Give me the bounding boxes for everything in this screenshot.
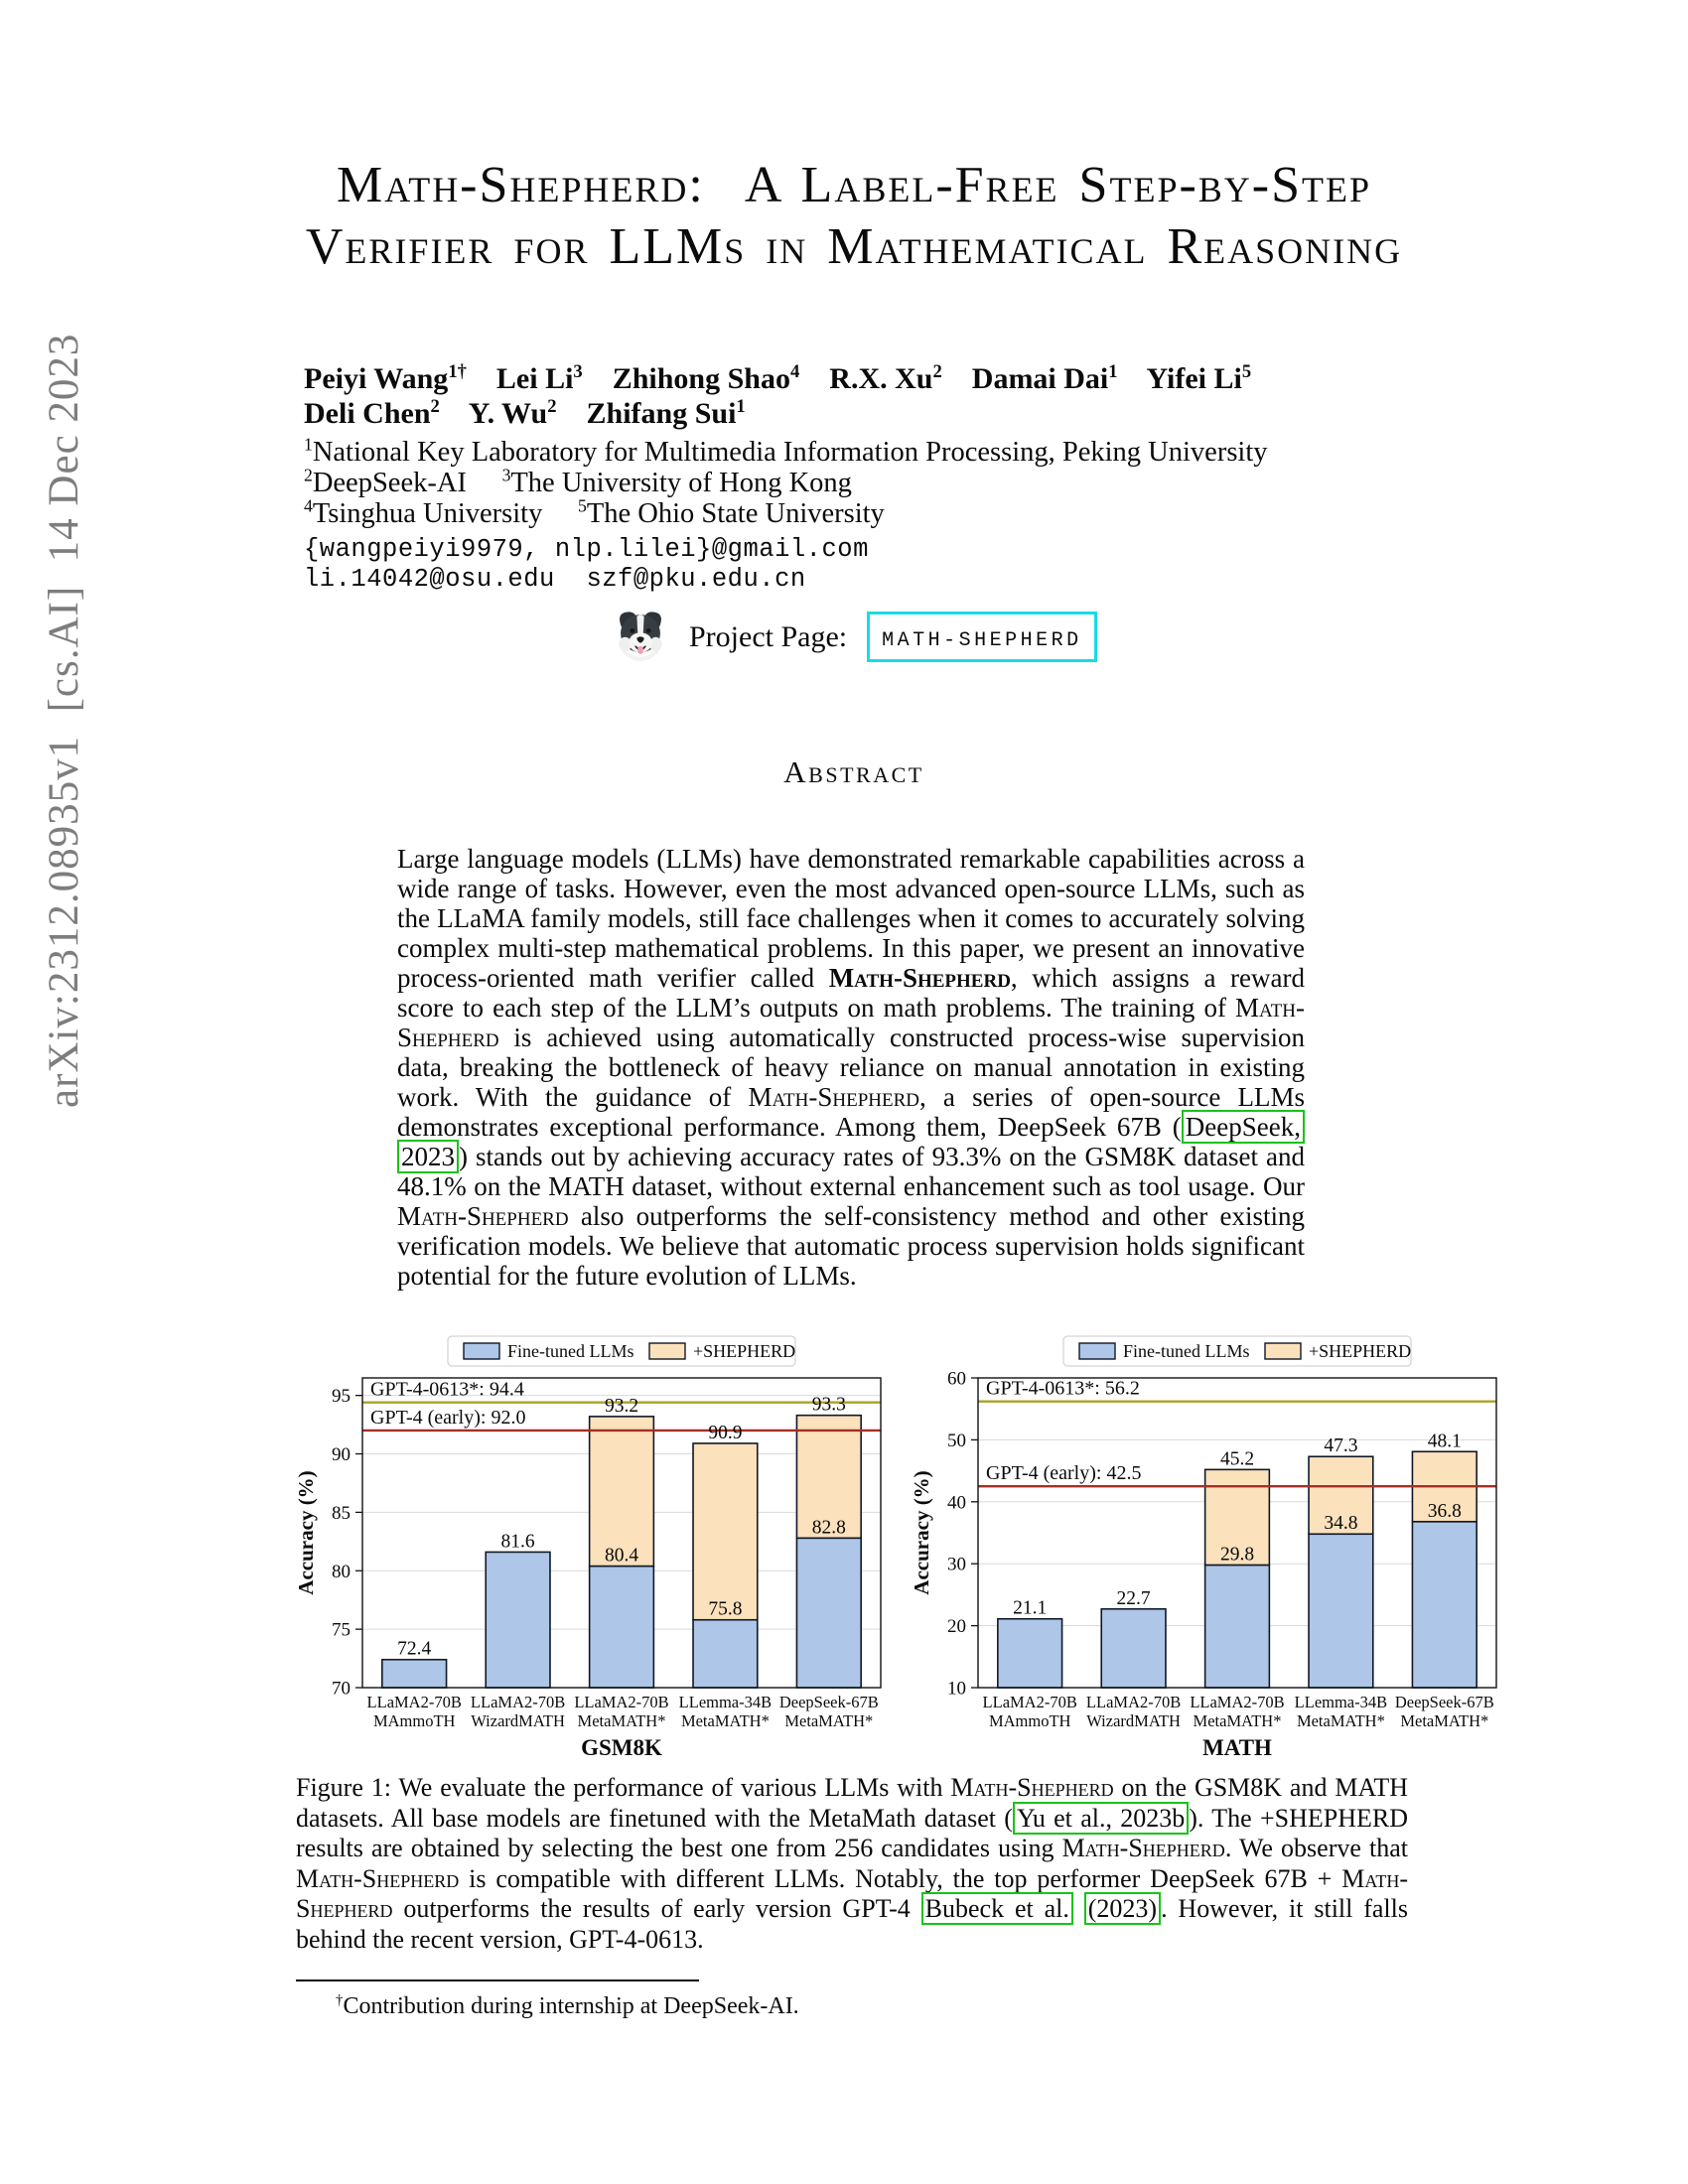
svg-text:60: 60 — [947, 1368, 966, 1390]
svg-text:GPT-4-0613*: 56.2: GPT-4-0613*: 56.2 — [986, 1377, 1140, 1400]
svg-text:48.1: 48.1 — [1427, 1431, 1462, 1452]
citation-link[interactable]: (2023) — [1084, 1892, 1161, 1925]
svg-text:30: 30 — [947, 1554, 966, 1575]
project-page-row — [612, 606, 1097, 668]
email-line2: li.14042@osu.edu szf@pku.edu.cn — [304, 565, 806, 594]
svg-text:DeepSeek-67B: DeepSeek-67B — [1394, 1693, 1494, 1711]
dog-icon — [612, 606, 669, 668]
footnote-rule — [296, 1979, 699, 1981]
svg-text:40: 40 — [947, 1492, 966, 1514]
abstract-heading: Abstract — [783, 754, 924, 789]
svg-text:MetaMATH*: MetaMATH* — [784, 1711, 874, 1730]
svg-text:WizardMATH: WizardMATH — [471, 1711, 565, 1730]
svg-text:+SHEPHERD: +SHEPHERD — [693, 1341, 796, 1361]
affiliation-line2: $^2$DeepSeek-AI $^3$The University of Hong Kong — [304, 465, 852, 498]
footnote: †Contribution during internship at DeepSeek-AI. — [336, 1992, 799, 2019]
svg-text:90: 90 — [332, 1444, 351, 1466]
svg-text:10: 10 — [947, 1678, 966, 1700]
svg-text:72.4: 72.4 — [397, 1638, 432, 1660]
project-page-link[interactable]: MATH-SHEPHERD — [867, 612, 1097, 662]
svg-text:80: 80 — [332, 1561, 351, 1582]
affiliations — [304, 434, 1268, 529]
svg-text:75: 75 — [332, 1619, 351, 1641]
svg-text:+SHEPHERD: +SHEPHERD — [1309, 1341, 1412, 1361]
paper-title — [278, 155, 1430, 278]
svg-text:MetaMATH*: MetaMATH* — [680, 1711, 770, 1730]
figure-1-caption: Figure 1: We evaluate the performance of various LLMs with Math-Shepherd on the GSM8K and MATH datasets. All base models are finetuned with the MetaMath dataset ( Yu et al., 2023b ). The +SHEPHERD results are obtained by selecting the best one from 256 candidates using Math-Shepherd. We observe that Math-Shepherd is compatible with different LLMs. Notably, the top performer DeepSeek 67B + Math-Shepherd outperforms the results of early version GPT-4 Bubeck et al. (2023) . However, it still falls behind the recent version, GPT-4-0613. — [296, 1773, 1408, 1954]
project-page-label: Project Page: — [689, 619, 848, 653]
svg-text:85: 85 — [332, 1502, 351, 1524]
svg-text:LLemma-34B: LLemma-34B — [678, 1693, 773, 1711]
email-line1: {wangpeiyi9979, nlp.lilei}@gmail.com — [304, 535, 869, 564]
figure-1 — [0, 1328, 1688, 1761]
svg-text:LLaMA2-70B: LLaMA2-70B — [1190, 1693, 1285, 1711]
svg-text:WizardMATH: WizardMATH — [1086, 1711, 1181, 1730]
chart-gsm8k — [293, 1328, 889, 1761]
svg-text:LLaMA2-70B: LLaMA2-70B — [366, 1693, 462, 1711]
paper-title-line1: Math-Shepherd: A Label-Free Step-by-Step — [336, 157, 1372, 213]
emails — [304, 535, 1268, 595]
svg-text:LLemma-34B: LLemma-34B — [1294, 1693, 1388, 1711]
svg-text:47.3: 47.3 — [1324, 1435, 1358, 1457]
svg-text:GSM8K: GSM8K — [581, 1735, 662, 1760]
abstract-text: Large language models (LLMs) have demonstrated remarkable capabilities across a wide range of tasks. However, even the most advanced open-source LLMs, such as the LLaMA family models, still face challenges when it comes to accurately solving complex multi-step mathematical problems. In this paper, we present an innovative process-oriented math verifier called Math-Shepherd, which assigns a reward score to each step of the LLM’s outputs on math problems. The training of Math-Shepherd is achieved using automatically constructed process-wise supervision data, breaking the bottleneck of heavy reliance on manual annotation in existing work. With the guidance of Math-Shepherd, a series of open-source LLMs demonstrates exceptional performance. Among them, DeepSeek 67B ( DeepSeek, 2023 ) stands out by achieving accuracy rates of 93.3% on the GSM8K dataset and 48.1% on the MATH dataset, without external enhancement such as tool usage. Our Math-Shepherd also outperforms the self-consistency method and other existing verification models. We believe that automatic process supervision holds significant potential for the future evolution of LLMs. — [397, 844, 1305, 1291]
svg-text:22.7: 22.7 — [1116, 1587, 1151, 1609]
svg-text:MAmmoTH: MAmmoTH — [988, 1711, 1071, 1730]
svg-text:MetaMATH*: MetaMATH* — [1193, 1711, 1282, 1730]
paper-title-line2: Verifier for LLMs in Mathematical Reasoning — [305, 218, 1403, 275]
svg-text:LLaMA2-70B: LLaMA2-70B — [470, 1693, 566, 1711]
author-block — [304, 361, 1268, 595]
svg-text:DeepSeek-67B: DeepSeek-67B — [778, 1693, 879, 1711]
svg-text:MATH: MATH — [1202, 1735, 1272, 1760]
svg-text:MetaMATH*: MetaMATH* — [1400, 1711, 1489, 1730]
svg-text:90.9: 90.9 — [708, 1422, 743, 1443]
svg-text:Fine-tuned LLMs: Fine-tuned LLMs — [507, 1341, 634, 1361]
svg-text:Fine-tuned LLMs: Fine-tuned LLMs — [1123, 1341, 1250, 1361]
svg-text:81.6: 81.6 — [500, 1531, 535, 1553]
svg-text:36.8: 36.8 — [1427, 1500, 1462, 1522]
svg-text:45.2: 45.2 — [1219, 1448, 1255, 1470]
svg-text:80.4: 80.4 — [604, 1545, 639, 1567]
svg-text:93.3: 93.3 — [811, 1394, 846, 1416]
svg-text:LLaMA2-70B: LLaMA2-70B — [982, 1693, 1077, 1711]
svg-text:20: 20 — [947, 1616, 966, 1638]
svg-text:MAmmoTH: MAmmoTH — [372, 1711, 456, 1730]
svg-text:93.2: 93.2 — [604, 1395, 639, 1417]
svg-text:LLaMA2-70B: LLaMA2-70B — [574, 1693, 669, 1711]
svg-text:Accuracy (%): Accuracy (%) — [910, 1470, 933, 1595]
svg-text:82.8: 82.8 — [811, 1517, 846, 1539]
gsm8k-chart-svg — [293, 1328, 889, 1761]
svg-text:GPT-4 (early): 92.0: GPT-4 (early): 92.0 — [370, 1406, 526, 1429]
affiliation-line3: $^4$Tsinghua University $^5$The Ohio State University — [304, 495, 885, 529]
svg-text:29.8: 29.8 — [1219, 1544, 1255, 1566]
citation-link[interactable]: Bubeck et al. — [921, 1892, 1073, 1925]
arxiv-banner: arXiv:2312.08935v1 [cs.AI] 14 Dec 2023 — [41, 333, 87, 1108]
svg-text:75.8: 75.8 — [708, 1598, 743, 1620]
svg-text:MetaMATH*: MetaMATH* — [1296, 1711, 1385, 1730]
authors-line1: Peiyi Wang$^{1\dagger}$ Lei Li$^3$ Zhihong Shao$^4$ R.X. Xu$^2$ Damai Dai$^1$ Yifei Li$^5$ — [304, 361, 1252, 395]
svg-text:GPT-4-0613*: 94.4: GPT-4-0613*: 94.4 — [370, 1378, 524, 1401]
svg-text:MetaMATH*: MetaMATH* — [577, 1711, 666, 1730]
svg-text:GPT-4 (early): 42.5: GPT-4 (early): 42.5 — [986, 1462, 1142, 1485]
citation-link[interactable]: Yu et al., 2023b — [1013, 1802, 1189, 1835]
svg-text:50: 50 — [947, 1430, 966, 1451]
chart-math — [909, 1328, 1504, 1761]
svg-text:Accuracy (%): Accuracy (%) — [294, 1470, 318, 1595]
math-chart-svg — [909, 1328, 1504, 1761]
svg-text:95: 95 — [332, 1386, 351, 1408]
svg-text:LLaMA2-70B: LLaMA2-70B — [1085, 1693, 1182, 1711]
svg-text:34.8: 34.8 — [1324, 1513, 1358, 1535]
citation-link[interactable]: DeepSeek, 2023 — [397, 1110, 1305, 1173]
authors-line2: Deli Chen$^2$ Y. Wu$^2$ Zhifang Sui$^1$ — [304, 396, 746, 430]
svg-text:21.1: 21.1 — [1013, 1597, 1048, 1619]
svg-text:70: 70 — [332, 1678, 351, 1700]
affiliation-line1: $^1$National Key Laboratory for Multimedia Information Processing, Peking University — [304, 434, 1268, 468]
